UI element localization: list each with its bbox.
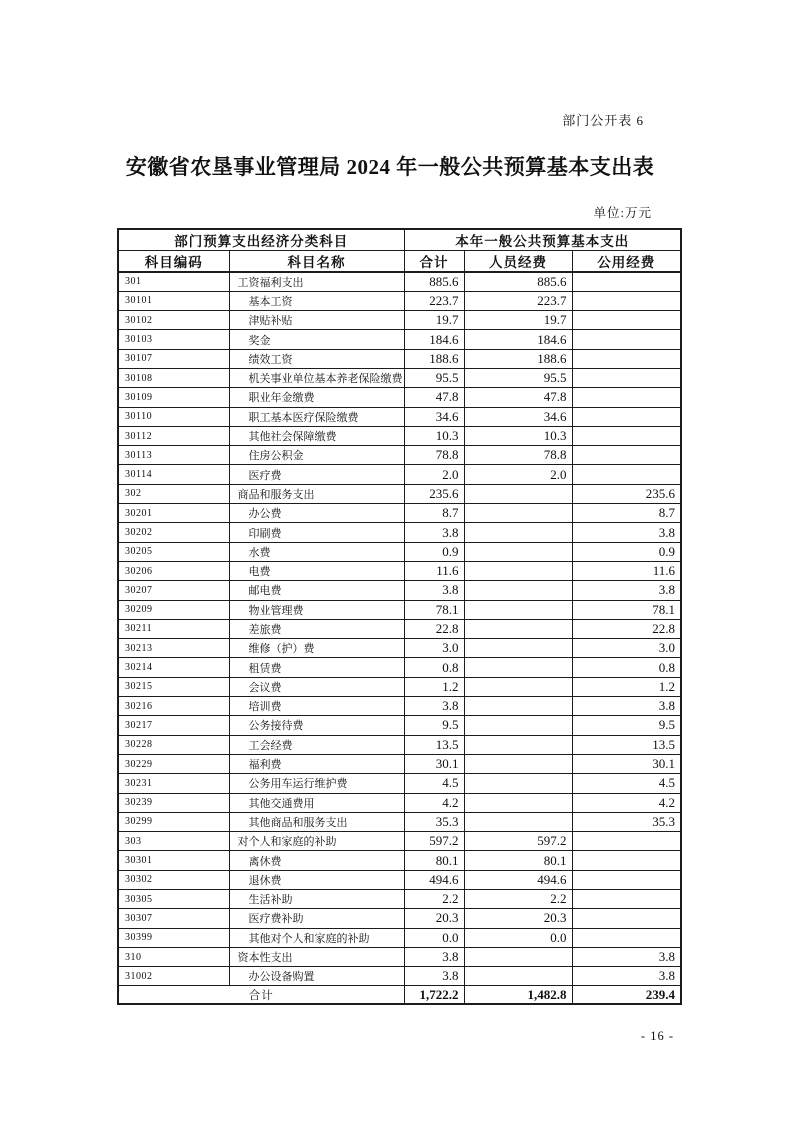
personnel-value-cell: 2.2 — [464, 890, 572, 909]
total-row-public: 239.4 — [572, 986, 681, 1004]
public-value-cell — [572, 465, 681, 484]
total-row — [118, 986, 681, 1004]
subject-name-cell: 维修（护）费 — [229, 639, 404, 658]
public-value-cell: 3.8 — [572, 967, 681, 986]
total-row-total: 1,722.2 — [404, 986, 464, 1004]
subject-name-cell: 其他社会保障缴费 — [229, 426, 404, 445]
table-row — [118, 658, 681, 677]
personnel-value-cell — [464, 523, 572, 542]
personnel-value-cell — [464, 793, 572, 812]
column-header-total: 合计 — [404, 251, 464, 273]
subject-name-cell: 奖金 — [229, 330, 404, 349]
public-value-cell — [572, 446, 681, 465]
table-footer — [118, 986, 681, 1004]
table-row — [118, 504, 681, 523]
total-value-cell: 0.0 — [404, 928, 464, 947]
public-value-cell: 3.0 — [572, 639, 681, 658]
public-value-cell: 9.5 — [572, 716, 681, 735]
subject-name-cell: 职工基本医疗保险缴费 — [229, 407, 404, 426]
table-row — [118, 851, 681, 870]
total-value-cell: 19.7 — [404, 311, 464, 330]
subject-code-cell: 30213 — [118, 639, 229, 658]
total-value-cell: 20.3 — [404, 909, 464, 928]
table-row — [118, 967, 681, 986]
public-value-cell — [572, 851, 681, 870]
total-value-cell: 3.8 — [404, 947, 464, 966]
total-value-cell: 4.5 — [404, 774, 464, 793]
subject-name-cell: 商品和服务支出 — [229, 484, 404, 503]
personnel-value-cell: 19.7 — [464, 311, 572, 330]
subject-name-cell: 住房公积金 — [229, 446, 404, 465]
total-value-cell: 78.8 — [404, 446, 464, 465]
personnel-value-cell — [464, 812, 572, 831]
subject-code-cell: 30229 — [118, 754, 229, 773]
subject-code-cell: 30207 — [118, 581, 229, 600]
subject-code-cell: 30214 — [118, 658, 229, 677]
subject-name-cell: 培训费 — [229, 697, 404, 716]
page-number: - 16 - — [640, 1029, 674, 1043]
table-row — [118, 272, 681, 291]
personnel-value-cell: 885.6 — [464, 272, 572, 291]
personnel-value-cell: 78.8 — [464, 446, 572, 465]
personnel-value-cell — [464, 600, 572, 619]
personnel-value-cell: 0.0 — [464, 928, 572, 947]
subject-code-cell: 30107 — [118, 349, 229, 368]
public-value-cell: 3.8 — [572, 697, 681, 716]
table-row — [118, 600, 681, 619]
public-value-cell: 78.1 — [572, 600, 681, 619]
total-value-cell: 2.0 — [404, 465, 464, 484]
table-row — [118, 812, 681, 831]
public-value-cell: 35.3 — [572, 812, 681, 831]
total-value-cell: 9.5 — [404, 716, 464, 735]
public-value-cell: 3.8 — [572, 947, 681, 966]
subject-code-cell: 30211 — [118, 619, 229, 638]
personnel-value-cell: 34.6 — [464, 407, 572, 426]
table-row — [118, 677, 681, 696]
subject-name-cell: 对个人和家庭的补助 — [229, 832, 404, 851]
subject-name-cell: 邮电费 — [229, 581, 404, 600]
subject-name-cell: 职业年金缴费 — [229, 388, 404, 407]
personnel-value-cell: 494.6 — [464, 870, 572, 889]
total-value-cell: 8.7 — [404, 504, 464, 523]
personnel-value-cell — [464, 735, 572, 754]
total-row-personnel: 1,482.8 — [464, 986, 572, 1004]
personnel-value-cell: 2.0 — [464, 465, 572, 484]
total-value-cell: 13.5 — [404, 735, 464, 754]
personnel-value-cell — [464, 542, 572, 561]
table-row — [118, 426, 681, 445]
unit-label: 单位:万元 — [593, 206, 652, 220]
personnel-value-cell: 47.8 — [464, 388, 572, 407]
public-value-cell: 0.8 — [572, 658, 681, 677]
table-row — [118, 561, 681, 580]
table-row — [118, 928, 681, 947]
column-header-public: 公用经费 — [572, 251, 681, 273]
personnel-value-cell — [464, 774, 572, 793]
subject-name-cell: 基本工资 — [229, 291, 404, 310]
public-value-cell — [572, 832, 681, 851]
personnel-value-cell — [464, 619, 572, 638]
header-group-classification: 部门预算支出经济分类科目 — [118, 229, 404, 251]
total-value-cell: 30.1 — [404, 754, 464, 773]
total-value-cell: 885.6 — [404, 272, 464, 291]
table-row — [118, 542, 681, 561]
public-value-cell: 11.6 — [572, 561, 681, 580]
table-row — [118, 484, 681, 503]
personnel-value-cell: 95.5 — [464, 368, 572, 387]
subject-code-cell: 30231 — [118, 774, 229, 793]
total-value-cell: 4.2 — [404, 793, 464, 812]
total-value-cell: 3.0 — [404, 639, 464, 658]
public-value-cell — [572, 407, 681, 426]
subject-name-cell: 电费 — [229, 561, 404, 580]
table-row — [118, 388, 681, 407]
subject-code-cell: 30206 — [118, 561, 229, 580]
table-row — [118, 291, 681, 310]
subject-code-cell: 30299 — [118, 812, 229, 831]
public-value-cell: 13.5 — [572, 735, 681, 754]
total-value-cell: 184.6 — [404, 330, 464, 349]
total-value-cell: 235.6 — [404, 484, 464, 503]
subject-code-cell: 301 — [118, 272, 229, 291]
table-row — [118, 523, 681, 542]
subject-code-cell: 30110 — [118, 407, 229, 426]
personnel-value-cell: 20.3 — [464, 909, 572, 928]
subject-name-cell: 租赁费 — [229, 658, 404, 677]
subject-code-cell: 30301 — [118, 851, 229, 870]
subject-code-cell: 30305 — [118, 890, 229, 909]
subject-name-cell: 印刷费 — [229, 523, 404, 542]
subject-name-cell: 福利费 — [229, 754, 404, 773]
personnel-value-cell — [464, 504, 572, 523]
table-row — [118, 368, 681, 387]
subject-code-cell: 30102 — [118, 311, 229, 330]
public-value-cell: 8.7 — [572, 504, 681, 523]
table-row — [118, 407, 681, 426]
personnel-value-cell — [464, 697, 572, 716]
subject-code-cell: 30202 — [118, 523, 229, 542]
table-row — [118, 697, 681, 716]
table-row — [118, 774, 681, 793]
subject-code-cell: 30103 — [118, 330, 229, 349]
subject-code-cell: 310 — [118, 947, 229, 966]
personnel-value-cell: 223.7 — [464, 291, 572, 310]
subject-code-cell: 30307 — [118, 909, 229, 928]
table-row — [118, 311, 681, 330]
table-row — [118, 870, 681, 889]
table-row — [118, 832, 681, 851]
public-value-cell: 235.6 — [572, 484, 681, 503]
subject-code-cell: 30108 — [118, 368, 229, 387]
column-header-code: 科目编码 — [118, 251, 229, 273]
public-value-cell — [572, 890, 681, 909]
public-value-cell — [572, 291, 681, 310]
total-value-cell: 80.1 — [404, 851, 464, 870]
subject-name-cell: 绩效工资 — [229, 349, 404, 368]
subject-code-cell: 30399 — [118, 928, 229, 947]
personnel-value-cell: 184.6 — [464, 330, 572, 349]
total-value-cell: 47.8 — [404, 388, 464, 407]
personnel-value-cell — [464, 484, 572, 503]
total-value-cell: 188.6 — [404, 349, 464, 368]
subject-code-cell: 30113 — [118, 446, 229, 465]
table-row — [118, 446, 681, 465]
doc-label: 部门公开表 6 — [562, 113, 644, 128]
subject-name-cell: 差旅费 — [229, 619, 404, 638]
header-group-budget: 本年一般公共预算基本支出 — [404, 229, 681, 251]
total-value-cell: 22.8 — [404, 619, 464, 638]
subject-code-cell: 30109 — [118, 388, 229, 407]
subject-name-cell: 其他商品和服务支出 — [229, 812, 404, 831]
personnel-value-cell: 597.2 — [464, 832, 572, 851]
subject-name-cell: 水费 — [229, 542, 404, 561]
public-value-cell — [572, 311, 681, 330]
table-body — [118, 272, 681, 986]
table-row — [118, 349, 681, 368]
subject-name-cell: 办公设备购置 — [229, 967, 404, 986]
personnel-value-cell — [464, 677, 572, 696]
column-header-name: 科目名称 — [229, 251, 404, 273]
personnel-value-cell — [464, 716, 572, 735]
total-value-cell: 11.6 — [404, 561, 464, 580]
table-row — [118, 947, 681, 966]
personnel-value-cell — [464, 754, 572, 773]
subject-code-cell: 30228 — [118, 735, 229, 754]
subject-name-cell: 生活补助 — [229, 890, 404, 909]
subject-name-cell: 医疗费 — [229, 465, 404, 484]
personnel-value-cell — [464, 658, 572, 677]
total-value-cell: 3.8 — [404, 697, 464, 716]
public-value-cell: 30.1 — [572, 754, 681, 773]
subject-name-cell: 资本性支出 — [229, 947, 404, 966]
personnel-value-cell: 188.6 — [464, 349, 572, 368]
subject-code-cell: 30209 — [118, 600, 229, 619]
total-value-cell: 2.2 — [404, 890, 464, 909]
subject-name-cell: 办公费 — [229, 504, 404, 523]
total-value-cell: 0.8 — [404, 658, 464, 677]
total-value-cell: 1.2 — [404, 677, 464, 696]
subject-code-cell: 302 — [118, 484, 229, 503]
public-value-cell: 3.8 — [572, 581, 681, 600]
subject-code-cell: 30215 — [118, 677, 229, 696]
subject-name-cell: 会议费 — [229, 677, 404, 696]
subject-name-cell: 机关事业单位基本养老保险缴费 — [229, 368, 404, 387]
subject-code-cell: 30302 — [118, 870, 229, 889]
public-value-cell — [572, 426, 681, 445]
subject-name-cell: 离休费 — [229, 851, 404, 870]
total-value-cell: 223.7 — [404, 291, 464, 310]
subject-code-cell: 30114 — [118, 465, 229, 484]
subject-code-cell: 30217 — [118, 716, 229, 735]
personnel-value-cell — [464, 581, 572, 600]
total-value-cell: 95.5 — [404, 368, 464, 387]
subject-name-cell: 其他交通费用 — [229, 793, 404, 812]
public-value-cell: 1.2 — [572, 677, 681, 696]
subject-code-cell: 303 — [118, 832, 229, 851]
table-row — [118, 735, 681, 754]
subject-code-cell: 30239 — [118, 793, 229, 812]
table-row — [118, 330, 681, 349]
subject-name-cell: 工资福利支出 — [229, 272, 404, 291]
public-value-cell — [572, 272, 681, 291]
subject-name-cell: 津贴补贴 — [229, 311, 404, 330]
public-value-cell: 4.5 — [572, 774, 681, 793]
public-value-cell — [572, 349, 681, 368]
table-row — [118, 793, 681, 812]
subject-name-cell: 其他对个人和家庭的补助 — [229, 928, 404, 947]
table-header — [118, 229, 681, 272]
public-value-cell: 4.2 — [572, 793, 681, 812]
total-value-cell: 3.8 — [404, 967, 464, 986]
table-row — [118, 890, 681, 909]
total-value-cell: 494.6 — [404, 870, 464, 889]
total-value-cell: 78.1 — [404, 600, 464, 619]
table-row — [118, 754, 681, 773]
budget-table — [117, 228, 682, 1005]
column-header-personnel: 人员经费 — [464, 251, 572, 273]
table-row — [118, 909, 681, 928]
total-value-cell: 35.3 — [404, 812, 464, 831]
personnel-value-cell — [464, 947, 572, 966]
personnel-value-cell — [464, 967, 572, 986]
subject-name-cell: 退休费 — [229, 870, 404, 889]
table-row — [118, 639, 681, 658]
table-row — [118, 716, 681, 735]
public-value-cell — [572, 928, 681, 947]
subject-code-cell: 30101 — [118, 291, 229, 310]
personnel-value-cell: 10.3 — [464, 426, 572, 445]
personnel-value-cell: 80.1 — [464, 851, 572, 870]
page-title: 安徽省农垦事业管理局 2024 年一般公共预算基本支出表 — [125, 155, 655, 179]
total-value-cell: 10.3 — [404, 426, 464, 445]
public-value-cell: 0.9 — [572, 542, 681, 561]
subject-code-cell: 31002 — [118, 967, 229, 986]
total-value-cell: 34.6 — [404, 407, 464, 426]
subject-code-cell: 30216 — [118, 697, 229, 716]
personnel-value-cell — [464, 639, 572, 658]
table-row — [118, 465, 681, 484]
total-value-cell: 0.9 — [404, 542, 464, 561]
personnel-value-cell — [464, 561, 572, 580]
header-columns-row — [118, 251, 681, 273]
public-value-cell — [572, 909, 681, 928]
total-value-cell: 3.8 — [404, 581, 464, 600]
subject-code-cell: 30205 — [118, 542, 229, 561]
header-group-row — [118, 229, 681, 251]
public-value-cell — [572, 330, 681, 349]
subject-code-cell: 30201 — [118, 504, 229, 523]
total-row-label: 合计 — [118, 986, 404, 1004]
total-value-cell: 3.8 — [404, 523, 464, 542]
subject-name-cell: 工会经费 — [229, 735, 404, 754]
subject-name-cell: 公务接待费 — [229, 716, 404, 735]
public-value-cell — [572, 368, 681, 387]
subject-name-cell: 医疗费补助 — [229, 909, 404, 928]
subject-name-cell: 物业管理费 — [229, 600, 404, 619]
public-value-cell: 3.8 — [572, 523, 681, 542]
table-row — [118, 619, 681, 638]
public-value-cell: 22.8 — [572, 619, 681, 638]
subject-code-cell: 30112 — [118, 426, 229, 445]
subject-name-cell: 公务用车运行维护费 — [229, 774, 404, 793]
total-value-cell: 597.2 — [404, 832, 464, 851]
table-row — [118, 581, 681, 600]
public-value-cell — [572, 388, 681, 407]
public-value-cell — [572, 870, 681, 889]
